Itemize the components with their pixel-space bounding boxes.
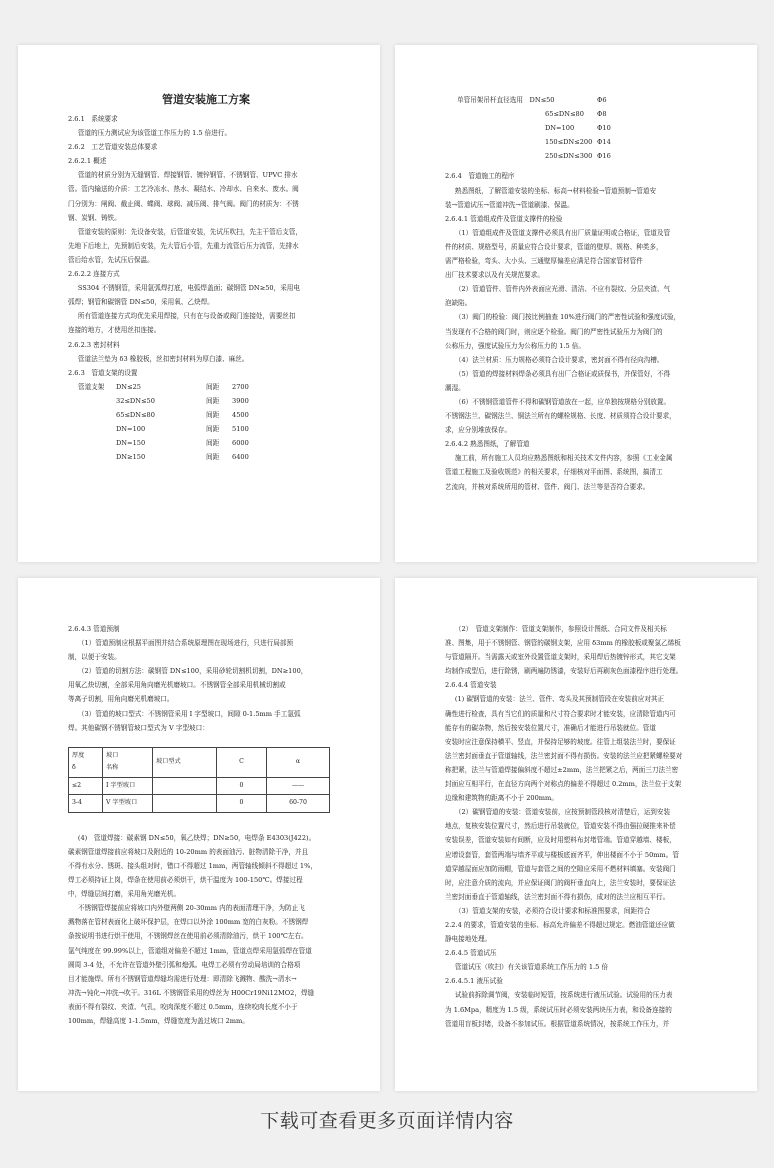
text-line: 目才能施焊。所有不锈钢管道焊缝均需进行处理：即清除飞溅物、酸洗→清水→: [68, 974, 297, 983]
hanger-size: 250≤DN≤300: [545, 152, 593, 161]
support-cell: 5100: [232, 425, 249, 434]
support-cell: 间距: [206, 439, 220, 448]
text-line: 艺流向，并核对系统所用的管材、管件、阀门、法兰等是否符合要求。: [445, 482, 650, 491]
text-line: 管。管内输送的介质：工艺冷冻水、热水、凝结水、冷却水、自来水、废水。阀: [68, 185, 299, 194]
paragraph-line: （2） 管道支架制作：管道支架制作，参照设计图纸、合同文件及相关标: [454, 625, 667, 633]
table-header-cell: 坡口 名称: [103, 747, 153, 777]
document-page-4: [395, 578, 757, 1091]
text-line: 静电接地处理。: [445, 935, 492, 944]
hanger-size: 65≤DN≤80: [545, 110, 584, 119]
paragraph-line: （6）不锈钢管道管件不得和碳钢管道放在一起，应单独按规格分别放置。: [454, 397, 671, 406]
text-line: 求，应分别堆放保存。: [445, 426, 511, 435]
table-header-cell: 坡口型式: [153, 747, 217, 777]
text-line: 均制作成型后，进行除锈，刷两遍防锈漆，安装好后再刷灰色面漆程序进行处理。: [445, 667, 683, 676]
hanger-rod-list: [445, 93, 721, 169]
support-cell: DN≥150: [116, 453, 146, 462]
text-line: 出厂技术要求以及有关规范要求。: [445, 271, 544, 280]
hanger-diameter: Φ14: [597, 138, 611, 147]
paragraph-line: （1）管道组成件及管道支撑件必须具有出厂质量证明或合格证，管道及管: [454, 228, 671, 237]
support-cell: 间距: [206, 453, 220, 462]
paragraph-line: （4）法兰材质：压力规格必须符合设计要求，密封面不得有径向沟槽。: [454, 355, 664, 364]
hanger-diameter: Φ8: [597, 110, 607, 119]
table-cell: 3-4: [69, 795, 103, 813]
text-line: 应增设套管，套管两端与墙齐平或与楼板底面齐平，伸出楼面不小于 50mm。管: [445, 850, 679, 859]
support-cell: [78, 450, 116, 464]
hanger-size: 单管吊架吊杆直径选用 DN≤50: [457, 96, 555, 104]
text-line: 泡缺陷。: [445, 299, 472, 308]
text-line: 100mm，焊缝高度 1-1.5mm，焊缝宽度为盖过坡口 2mm。: [68, 1016, 249, 1025]
paragraph-line: 管道安装的原则：先设备安装，后管道安装，先试压吹扫，先主干管后支管，: [77, 227, 303, 236]
hanger-size: 150≤DN≤200: [545, 138, 593, 147]
support-cell: 65≤DN≤80: [116, 410, 155, 419]
text-line: 管后给水管，先试压后保温。: [68, 255, 154, 264]
document-page-2: [395, 45, 757, 562]
table-cell: 0: [217, 795, 267, 813]
groove-table: [68, 747, 330, 813]
table-cell: ——: [267, 777, 330, 795]
text-line: 不得有水分、锈斑、接头组对时，错口不得超过 1mm，两管轴线倾斜不得超过 1%，: [68, 861, 317, 870]
paragraph-line: 管道法兰垫为 δ3 橡胶板，丝扣密封材料为厚白漆、麻丝。: [77, 354, 249, 363]
text-line: 圆周 3-4 处，不允许在管道外壁引弧和熄弧。电焊工必须有劳动局培训的合格项: [68, 960, 301, 969]
support-cell: [78, 394, 116, 408]
text-line: 公称压力，强度试验压力为公称压力的 1.5 倍。: [445, 341, 585, 350]
hanger-diameter: Φ16: [597, 152, 611, 161]
text-line: 安装时应注意保持横平、竖直，并保持足够的坡度。往管上组装法兰时，要保证: [445, 737, 676, 746]
hanger-row: [445, 149, 721, 163]
support-cell: DN=150: [116, 439, 146, 448]
paragraph-line: 管道的压力测试应为该管道工作压力的 1.5 倍进行。: [77, 129, 232, 138]
text-line: 装→管道试压→管道冲洗→管道刷漆、保温。: [445, 200, 574, 209]
hanger-row: [445, 107, 721, 121]
support-spacing-list: [68, 380, 344, 465]
text-line: 溅物落在管材表面化上破坏保护层，在焊口以外涂 100mm 宽的白灰粉。不锈钢焊: [68, 918, 309, 927]
text-line: 2.6.2 工艺管道安装总体要求: [68, 143, 158, 152]
paragraph-line: 不锈钢管焊接前应将坡口内外壁两侧 20-30mm 内的表面清理干净，为防止飞: [77, 904, 305, 913]
table-header-cell: α: [267, 747, 330, 777]
page3-text-top: [68, 622, 344, 735]
text-line: 弧焊；钢管和碳钢管 DN≤50，采用氧、乙炔焊。: [68, 298, 214, 307]
support-cell: 管道支架: [78, 382, 105, 391]
text-line: 边缘和建筑物的距离不小于 200mm。: [445, 794, 558, 803]
support-cell: 间距: [206, 382, 220, 391]
text-line: 2.6.4.4 管道安装: [445, 681, 497, 690]
download-more-banner[interactable]: 下载可查看更多页面详情内容: [260, 1110, 514, 1132]
text-line: 2.6.1 系统要求: [68, 115, 118, 123]
text-line: 道穿越屋面应加防雨帽，管道与套管之间的空隙应采用不燃材料填塞。安装阀门: [445, 864, 676, 873]
table-row: [69, 777, 330, 795]
hanger-diameter: Φ10: [597, 124, 611, 133]
support-cell: 2700: [232, 382, 249, 391]
text-line: 表面不得有裂纹、夹渣、气孔，咬肉深度不超过 0.5mm，连续咬肉长度不小于: [68, 1002, 298, 1011]
table-cell: [153, 795, 217, 813]
text-line: 2.6.3 管道支架的设置: [68, 368, 138, 377]
text-line: 2.6.4.2 熟悉图纸，了解管道: [445, 440, 530, 449]
paragraph-line: 所有管道连接方式均优先采用焊接，只有在与设备或阀门连接处，需要丝扣: [77, 312, 296, 321]
support-cell: 3900: [232, 396, 249, 405]
page1-text: [68, 112, 344, 380]
table-cell: 60-70: [267, 795, 330, 813]
support-cell: 32≤DN≤50: [116, 396, 155, 405]
support-cell: 6400: [232, 453, 249, 462]
support-row: [68, 422, 344, 436]
text-line: 地点，复核安装位置尺寸，然后进行吊装就位，管道安装不得由强拉硬推来补偿: [445, 822, 676, 831]
table-header-row: [69, 747, 330, 777]
text-line: 冲洗→钝化→冲洗→吹干。316L 不锈钢管采用的焊丝为 H00Cr19Ni12MO2，焊缝: [68, 988, 315, 997]
text-line: 管道工程施工及验收规范》的相关要求，仔细核对平面图、系统图，搞清工: [445, 468, 663, 477]
paragraph-line: （2）碳钢管道的安装：管道安装前，应按预制管段核对清楚后，运到安装: [454, 808, 671, 817]
paragraph-line: （3）阀门的检验：阀门按比例抽查 10%进行阀门的严密性试验和强度试验，: [454, 313, 681, 322]
paragraph-line: 施工前，所有施工人员均应熟悉图纸和相关技术文件内容，参照《工业金属: [454, 454, 673, 463]
text-line: 确性进行检查，具有当它们的质量和尺寸符合要求时才能安装，应清除管道内可: [445, 709, 676, 718]
paragraph-line: 管道的材质分别为无缝钢管、焊接钢管、镀锌钢管、不锈钢管、UPVC 排水: [77, 171, 298, 180]
document-title: 管道安装施工方案: [162, 93, 250, 106]
text-line: 氩气纯度在 99.99%以上，管道组对偏差不超过 1mm，管道点焊采用氩弧焊在管道: [68, 946, 312, 955]
page2-text: [445, 169, 721, 493]
text-line: 条按说明书进行烘干使用，不锈钢焊丝在使用前必须清除油污，烘干 100℃左右。: [68, 932, 308, 941]
paragraph-line: 管道试压（吹扫）有关该管道系统工作压力的 1.5 倍: [454, 963, 609, 972]
paragraph-line: （3）管道支架的安装，必须符合设计要求和标准图要求，间距符合: [454, 906, 651, 915]
support-cell: 间距: [206, 425, 220, 434]
support-cell: 4500: [232, 410, 249, 419]
paragraph-line: (4) 管道焊接：碳素钢 DN≤50，氧乙炔焊；DN≥50，电焊条 E4303(J422)。: [77, 833, 316, 842]
paragraph-line: 试验前拆除调节阀，安装临时短管，按系统进行液压试验。试验用的压力表: [454, 991, 673, 1000]
support-row: [68, 450, 344, 464]
support-cell: 间距: [206, 396, 220, 405]
table-cell: ≤2: [69, 777, 103, 795]
page4-text: [445, 622, 721, 1031]
table-cell: I 字型坡口: [103, 777, 153, 795]
table-row: [69, 795, 330, 813]
paragraph-line: 熟悉图纸，了解管道安装的坐标、标高→材料检验→管道预制→管道安: [454, 186, 657, 195]
text-line: 制，以便于安装。: [68, 653, 121, 662]
hanger-size: DN=100: [545, 124, 575, 133]
paragraph-line: （5）管道的焊接材料焊条必须具有出厂合格证或质保书，并保管好，不得: [454, 369, 671, 378]
paragraph-line: （3）管道的坡口型式：不锈钢管采用 I 字型坡口，间隙 0-1.5mm 手工氩弧: [77, 709, 301, 718]
paragraph-line: (1) 碳钢管道的安装：法兰、管件、弯头及其预制管段在安装前应对其正: [454, 695, 665, 704]
text-line: 2.6.2.1 概述: [68, 157, 107, 166]
text-line: 兰密封面垂直于管道轴线，法兰密封面不得有损伤，成对的法兰应相互平行。: [445, 892, 670, 901]
text-line: 当发现有不合格的阀门时，则应逐个检验。阀门的严密性试验压力为阀门的: [445, 327, 663, 336]
text-line: 等离子切割，用角向磨光机磨坡口。: [68, 695, 174, 704]
support-row: [68, 394, 344, 408]
support-cell: DN≤25: [116, 382, 141, 391]
hanger-diameter: Φ6: [597, 96, 607, 104]
table-header-cell: C: [217, 747, 267, 777]
table-cell: V 字型坡口: [103, 795, 153, 813]
text-line: 2.6.4.3 管道预制: [68, 625, 120, 633]
support-cell: DN=100: [116, 425, 146, 434]
text-line: 为 1.6Mpa，精度为 1.5 级，系统试压时必须安装两块压力表，和设备连接的: [445, 1005, 672, 1014]
text-line: 需严格检验，弯头、大小头、三通壁厚偏差应满足符合国家管材管件: [445, 257, 643, 266]
support-cell: [78, 422, 116, 436]
text-line: 不锈钢法兰、碳钢法兰、铜法兰所有的螺栓规格、长度、材质须符合设计要求，: [445, 412, 676, 421]
text-line: 门分别为：闸阀、截止阀、蝶阀、球阀、减压阀、排气阀。阀门的材质为：不锈: [68, 199, 299, 208]
text-line: 中，焊缝层间打磨，采用角光磨光机。: [68, 890, 181, 899]
table-header-cell: 厚度 δ: [69, 747, 103, 777]
paragraph-line: SS304 不锈钢管，采用氩弧焊打底，电弧焊盖面；碳钢管 DN≥50，采用电: [77, 284, 300, 293]
text-line: 碳素钢管道焊接前应将坡口及附近的 10-20mm 的表面油污、脏物清除干净，并且: [68, 847, 309, 856]
text-line: 准、图集，用于不锈钢管、钢管的碳钢支架，应用 δ3mm 的橡胶板或聚氯乙烯板: [445, 639, 681, 648]
text-line: 能存有的碳杂物，然后按安装位置尺寸，准确后才能进行吊装就位。管道: [445, 723, 656, 732]
support-cell: 6000: [232, 439, 249, 448]
text-line: 2.6.4.1 管道组成件及管道支撑件的检验: [445, 214, 563, 223]
support-cell: 间距: [206, 410, 220, 419]
text-line: 称把紧，法兰与管道焊接偏斜度不超过±2mm，法兰把紧之后，两面三刀法兰密: [445, 765, 679, 774]
hanger-row: [445, 93, 721, 107]
text-line: 2.6.4.5.1 液压试验: [445, 977, 503, 986]
text-line: 2.6.2.2 连接方式: [68, 270, 120, 279]
paragraph-line: （2）管道管件、管件内外表面应光滑、清洁、不应有裂纹、分层夹渣、气: [454, 285, 671, 294]
text-line: 时，应注意介质的流向，并应保证阀门的阀杆垂直向上，法兰安装时，要保证法: [445, 878, 676, 887]
text-line: 焊工必须持证上岗，焊条在使用前必须烘干，烘干温度为 100-150℃。焊接过程: [68, 876, 303, 885]
paragraph-line: （2）管道的切割方法：碳钢管 DN≤100，采用砂轮切割机切割，DN≥100，: [77, 667, 308, 676]
text-line: 法兰密封面垂直于管道轴线，法兰密封面不得有损伤。安装的法兰应把紧螺栓要对: [445, 751, 683, 760]
text-line: 2.6.2.3 密封材料: [68, 340, 120, 349]
text-line: 连接的地方，才使用丝扣连接。: [68, 326, 161, 335]
support-row: [68, 380, 344, 394]
hanger-row: [445, 121, 721, 135]
text-line: 焊。其他碳钢不锈钢管坡口型式为 V 字型坡口：: [68, 723, 209, 732]
paragraph-line: （1）管道预制应根据平面图并结合系统原理图在现场进行，只进行局部预: [77, 639, 294, 648]
text-line: 件的材质、规格型号，质量应符合设计要求，管道的壁厚、规格、种类多，: [445, 242, 663, 251]
hanger-row: [445, 135, 721, 149]
table-cell: 0: [217, 777, 267, 795]
text-line: 2.2.4 的要求，管道安装的坐标、标高允许偏差不得超过规定。燃油管道还应做: [445, 920, 675, 929]
text-line: 先地下后地上，先预制后安装，先大管后小管，先重力流管后压力流管，先排水: [68, 241, 299, 250]
page3-text-bottom: [68, 831, 344, 1028]
text-line: 2.6.4 管道施工的程序: [445, 172, 515, 181]
document-page-1: [18, 45, 380, 562]
support-cell: [78, 436, 116, 450]
text-line: 钢、炭钢、铸铁。: [68, 213, 121, 222]
support-row: [68, 408, 344, 422]
text-line: 安装误差，管道安装如有间断，应及时用塑料布封堵管端。管道穿越墙、楼板，: [445, 836, 676, 845]
text-line: 潮湿。: [445, 383, 465, 392]
support-row: [68, 436, 344, 450]
text-line: 管道用盲板封堵，设备不参加试压。根据管道系统情况，按系统工作压力，并: [445, 1019, 670, 1028]
support-cell: [78, 408, 116, 422]
text-line: 用氧乙炔切割，全部采用角向磨光机磨坡口。不锈钢管全部采用机械切割或: [68, 681, 286, 690]
text-line: 封面应互相平行，在直径方向两个对称点的偏差不得超过 0.2mm，法兰位于支架: [445, 780, 682, 789]
text-line: 与管道隔开。当需露天或室外设置管道支架时，采用焊后热镀锌形式，其它支架: [445, 653, 676, 662]
document-page-3: [18, 578, 380, 1091]
text-line: 2.6.4.5 管道试压: [445, 949, 497, 958]
table-cell: [153, 777, 217, 795]
